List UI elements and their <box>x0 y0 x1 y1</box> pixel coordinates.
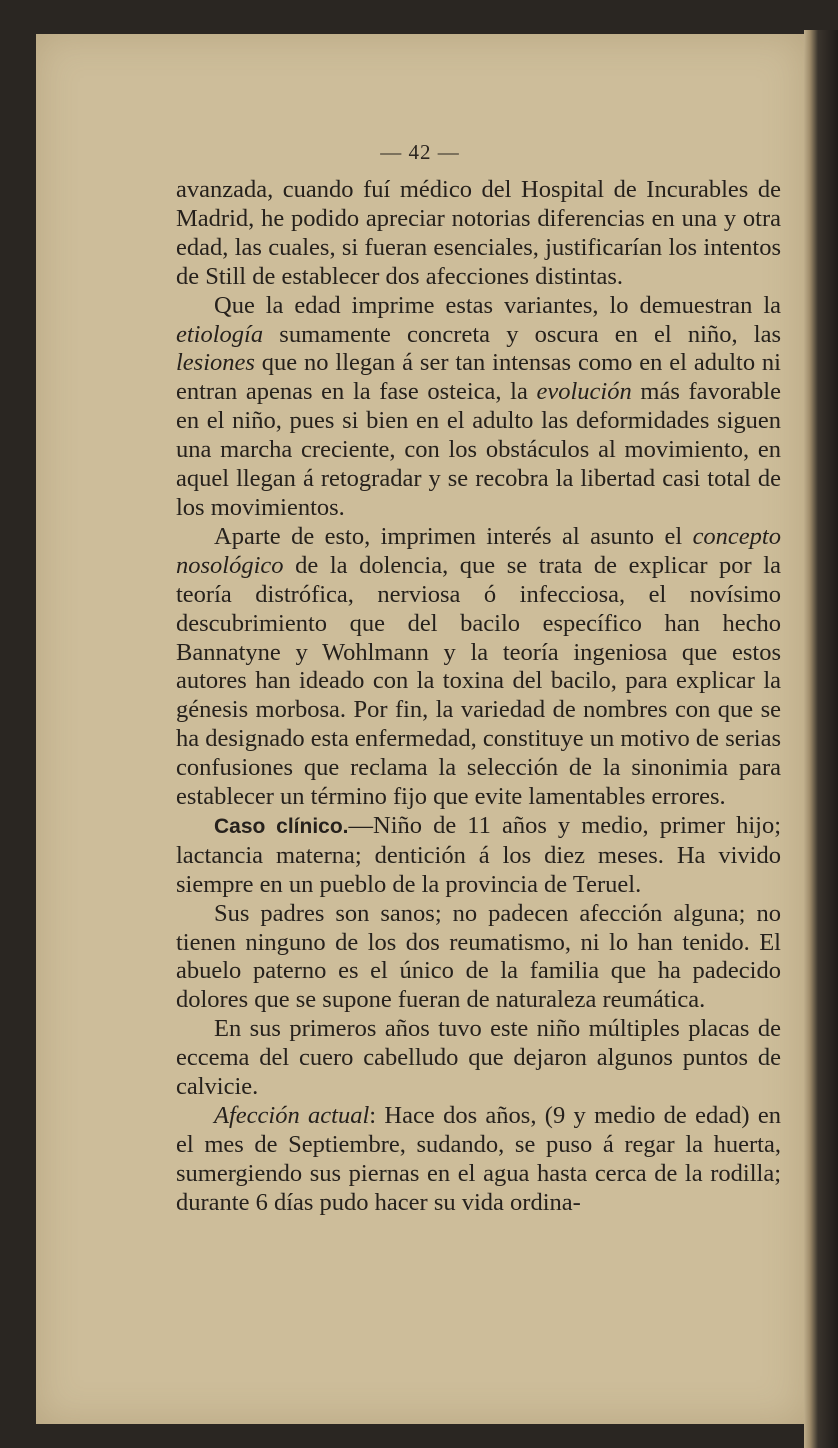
paragraph-padres: Sus padres son sanos; no padecen afección alguna; no tienen ninguno de los dos reumatismo, ni lo han tenido. El abuelo paterno es el único de la familia que ha padecido dolores que se supone fueran de naturaleza reumática. <box>176 899 781 1014</box>
text-run: —Niño de 11 años y medio, primer hijo; lactancia materna; dentición á los diez meses. Ha vivido siempre en un pueblo de la provincia de Teruel. <box>176 811 781 898</box>
text-run: de la dolencia, que se trata de explicar por la teoría distrófica, nerviosa ó infecciosa, el novísimo descubrimiento que del bacilo específico han hecho Bannatyne y Wohlmann y la teoría ingeniosa que estos autores han ideado con la toxina del bacilo, para explicar la génesis morbosa. Por fin, la variedad de nombres con que se ha designado esta enfermedad, constituye un motivo de serias confusiones que reclama la selección de la sinonimia para establecer un término fijo que evite lamentables errores. <box>176 551 781 811</box>
page-number: — 42 — <box>380 140 460 164</box>
section-heading-caso-clinico: Caso clínico. <box>214 814 349 838</box>
text-run: sumamente concreta y oscura en el niño, las <box>263 320 781 348</box>
paragraph-afeccion-actual <box>176 1102 781 1218</box>
italic-term-lesiones: lesiones <box>176 349 255 377</box>
page-edge-shadow <box>804 30 838 1448</box>
text-run: Que la edad imprime estas variantes, lo demuestran la <box>214 291 781 319</box>
paragraph-concepto <box>176 523 781 812</box>
italic-term-evolucion: evolución <box>536 378 632 406</box>
body-text <box>176 176 781 1218</box>
text-run: Aparte de esto, imprimen interés al asunto el <box>214 522 693 550</box>
text-run: que no llegan á ser tan intensas como en el adulto ni entran apenas en la fase osteica, la <box>176 349 781 406</box>
book-page <box>36 34 804 1424</box>
paragraph-caso-clinico <box>176 812 781 900</box>
text-run: : Hace dos años, (9 y medio de edad) en el mes de Septiembre, sudando, se puso á regar la huerta, sumergiendo sus piernas en el agua hasta cerca de la rodilla; durante 6 días pudo hacer su vida ordina- <box>176 1102 781 1216</box>
text-run: más favorable en el niño, pues si bien en el adulto las deformidades siguen una marcha creciente, con los obstáculos al movimiento, en aquel llegan á retogradar y se recobra la libertad casi total de los movimientos. <box>176 378 781 521</box>
paragraph-continuation: avanzada, cuando fuí médico del Hospital de Incurables de Madrid, he podido apreciar notorias diferencias en una y otra edad, las cuales, si fueran esenciales, justificarían los intentos de Still de establecer dos afecciones distintas. <box>176 176 781 290</box>
italic-term-concepto: concepto nosológico <box>176 522 781 579</box>
paragraph-eccema: En sus primeros años tuvo este niño múltiples placas de eccema del cuero cabelludo que dejaron algunos puntos de calvicie. <box>176 1015 781 1101</box>
paragraph-variantes <box>176 292 781 523</box>
italic-term-etiologia: etiología <box>176 320 264 348</box>
italic-term-afeccion-actual: Afección actual <box>214 1102 370 1129</box>
